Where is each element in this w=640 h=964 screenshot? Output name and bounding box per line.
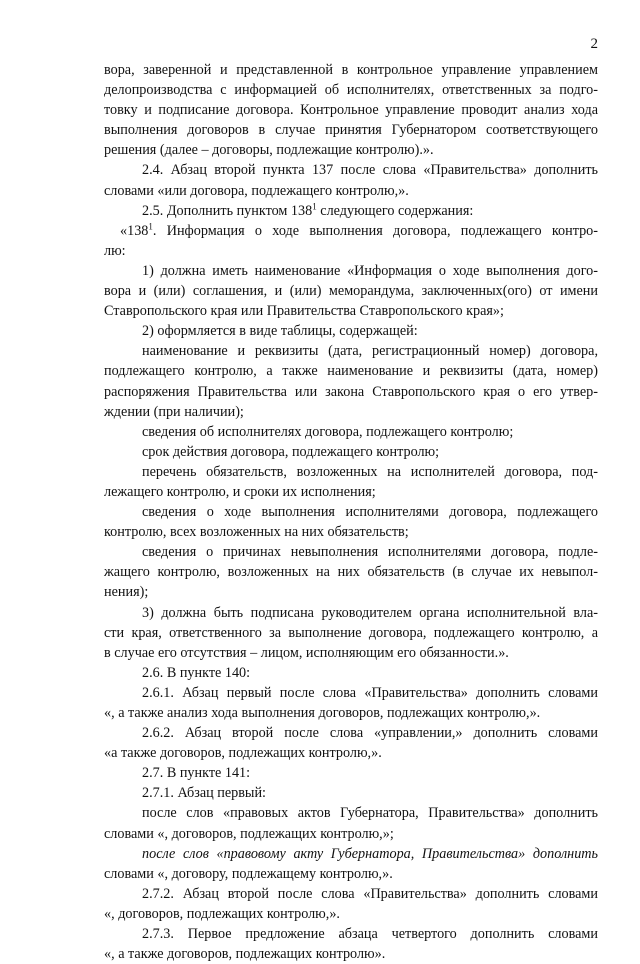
line-text: словами «, договору, подлежащему контролю,». [104, 865, 393, 882]
line-text: наименование и реквизиты (дата, регистрационный номер) договора, [142, 343, 598, 360]
line-text-after: следующего содержания: [316, 202, 474, 219]
line-text: делопроизводства с информацией об исполнителях, ответственных за подго- [104, 82, 598, 99]
text-line [104, 763, 598, 783]
line-text: распоряжения Правительства или закона Ставропольского края о его утвер- [104, 383, 598, 400]
text-line [104, 803, 598, 823]
page-number: 2 [590, 36, 598, 52]
text-line [104, 643, 598, 663]
text-line [104, 743, 598, 763]
text-line [104, 120, 598, 140]
document-body [104, 60, 598, 964]
text-line [104, 884, 598, 904]
line-text: контролю, всех возложенных на них обязательств; [104, 524, 409, 541]
text-line [104, 382, 598, 402]
line-text: 2.7.1. Абзац первый: [142, 785, 267, 802]
line-text: сведения об исполнителях договора, подлежащего контролю; [142, 423, 514, 440]
line-text: 2.7.2. Абзац второй после слова «Правительства» дополнить словами [142, 885, 598, 902]
text-line [104, 603, 598, 623]
line-text: «, договоров, подлежащих контролю,». [104, 905, 340, 922]
line-text: «, а также анализ хода выполнения договоров, подлежащих контролю,». [104, 705, 541, 721]
text-line [104, 462, 598, 482]
text-line [104, 60, 598, 80]
text-line [104, 522, 598, 542]
line-text: вора, заверенной и представленной в контрольное управление управлением [104, 62, 598, 78]
line-text: Ставропольского края или Правительства Ставропольского края»; [104, 303, 504, 320]
line-text-after: . Информация о ходе выполнения договора, подлежащего контро- [152, 222, 598, 239]
line-text: сти края, ответственного за выполнение договора, подлежащего контролю, а [104, 624, 598, 641]
text-line [104, 783, 598, 803]
text-line [104, 924, 598, 944]
text-line [104, 281, 598, 301]
line-text: 2) оформляется в виде таблицы, содержащей: [142, 323, 418, 340]
line-text: словами «, договоров, подлежащих контролю,»; [104, 825, 394, 842]
text-line [104, 402, 598, 422]
line-text: «а также договоров, подлежащих контролю,». [104, 745, 382, 762]
text-line [104, 361, 598, 381]
text-line [104, 562, 598, 582]
line-text: «138 [120, 222, 149, 239]
line-text: после слов «правовому акту Губернатора, Правительства» дополнить [142, 845, 598, 862]
text-line [104, 663, 598, 683]
line-text: лю: [104, 242, 126, 259]
text-line [104, 201, 598, 221]
line-text: словами «или договора, подлежащего контролю,». [104, 182, 409, 199]
line-text: товку и подписание договора. Контрольное управление проводит анализ хода [104, 102, 598, 119]
text-line [104, 301, 598, 321]
line-text: «, а также договоров, подлежащих контролю». [104, 946, 386, 963]
text-line [104, 944, 598, 964]
text-line [104, 824, 598, 844]
text-line [104, 241, 598, 261]
text-line [104, 844, 598, 864]
text-line [104, 341, 598, 361]
text-line [104, 864, 598, 884]
text-line [104, 582, 598, 602]
line-text: 2.6.2. Абзац второй после слова «управлении,» дополнить словами [142, 725, 598, 742]
line-text: решения (далее – договоры, подлежащие контролю).». [104, 142, 434, 159]
text-line [104, 442, 598, 462]
text-line [104, 623, 598, 643]
line-text: 2.4. Абзац второй пункта 137 после слова «Правительства» дополнить [142, 162, 598, 179]
superscript: 1 [312, 200, 317, 211]
text-line [104, 723, 598, 743]
text-line [104, 181, 598, 201]
line-text: перечень обязательств, возложенных на исполнителей договора, под- [142, 463, 598, 480]
text-line [104, 261, 598, 281]
text-line [104, 904, 598, 924]
text-line [104, 502, 598, 522]
text-line [104, 221, 598, 241]
line-text: срок действия договора, подлежащего контролю; [142, 443, 440, 460]
superscript: 1 [148, 221, 153, 232]
line-text: после слов «правовых актов Губернатора, Правительства» дополнить [142, 805, 598, 822]
text-line [104, 321, 598, 341]
line-text: 1) должна иметь наименование «Информация о ходе выполнения дого- [142, 262, 598, 279]
line-text: 2.6. В пункте 140: [142, 664, 251, 681]
line-text: 3) должна быть подписана руководителем органа исполнительной вла- [142, 604, 598, 621]
line-text: 2.7. В пункте 141: [142, 765, 251, 782]
text-line [104, 542, 598, 562]
text-line [104, 683, 598, 703]
line-text: в случае его отсутствия – лицом, исполняющим его обязанности.». [104, 644, 509, 661]
line-text: нения); [104, 584, 149, 601]
text-line [104, 703, 598, 723]
text-line [104, 80, 598, 100]
line-text: сведения о причинах невыполнения исполнителями договора, подле- [142, 544, 598, 561]
text-line [104, 482, 598, 502]
line-text: выполнения договоров в случае принятия Губернатором соответствующего [104, 122, 598, 139]
line-text: 2.5. Дополнить пунктом 138 [142, 202, 313, 219]
text-line [104, 160, 598, 180]
line-text: вора и (или) соглашения, и (или) меморандума, заключенных(ого) от имени [104, 283, 598, 300]
text-line [104, 422, 598, 442]
line-text: 2.7.3. Первое предложение абзаца четвертого дополнить словами [142, 926, 598, 943]
text-line [104, 100, 598, 120]
line-text: лежащего контролю, и сроки их исполнения; [104, 483, 376, 500]
line-text: 2.6.1. Абзац первый после слова «Правительства» дополнить словами [142, 684, 598, 701]
line-text: сведения о ходе выполнения исполнителями договора, подлежащего [142, 504, 598, 521]
line-text: жащего контролю, возложенных на них обязательств (в случае их невыпол- [104, 564, 598, 581]
line-text: подлежащего контролю, а также наименование и реквизиты (дата, номер) [104, 363, 598, 380]
line-text: ждении (при наличии); [104, 403, 244, 420]
text-line [104, 140, 598, 160]
